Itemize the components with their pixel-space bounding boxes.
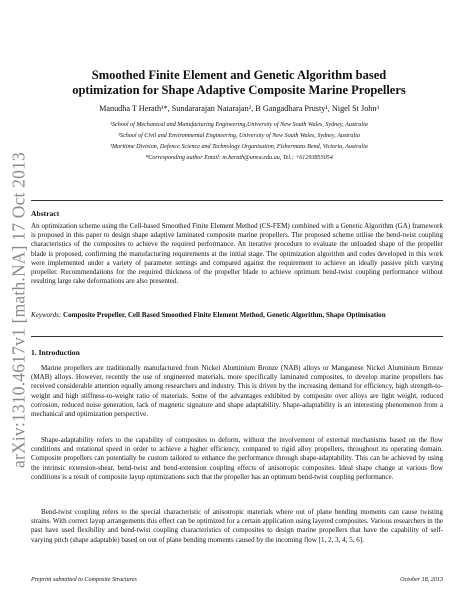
affiliation-1: ¹School of Mechanical and Manufacturing Engineering,University of New South Wales, Sydney, Australia	[110, 122, 368, 128]
keywords-text: Composite Propeller, Cell Based Smoothed Finite Element Method, Genetic Algorithm, Shape Optimisation	[63, 311, 386, 319]
affiliation-3: ³Maritime Division, Defence Science and Technology Organisation, Fishermans Bend, Victoria, Australia	[110, 144, 368, 150]
footer-date: October 18, 2013	[400, 577, 443, 583]
footer-preprint-note: Preprint submitted to Composite Structures	[31, 577, 137, 583]
author-list: Manudha T Herath¹*, Sundararajan Natarajan², B Gangadhara Prusty¹, Nigel St John³	[99, 104, 379, 113]
arxiv-stamp-text: arXiv:1310.4617v1 [math.NA] 17 Oct 2013	[8, 152, 29, 468]
keywords	[31, 311, 443, 320]
abstract-top-rule	[31, 200, 443, 201]
title-line-2: optimization for Shape Adaptive Composite Marine Propellers	[72, 83, 406, 97]
abstract-heading: Abstract	[31, 209, 60, 218]
paper-title	[56, 68, 422, 98]
intro-paragraph-2: Shape-adaptability refers to the capability of composites to deform, without the involvement of external mechanisms based on the flow conditions and rotational speed in order to achieve a higher efficiency, compared to rigid alloy propellers, throughout its operating domain. Composite propellers can potentially be custom tailored to enhance the performance through shape-adaptability. This can be achieved by using the intrinsic extension-shear, bend-twist and bend-extension coupling effects of anisotropic composites. Ideal shape change at various flow conditions is a result of composite layup optimizations such that the propeller has an optimum bend-twist coupling performance.	[31, 436, 443, 481]
abstract-text: An optimization scheme using the Cell-based Smoothed Finite Element Method (CS-FEM) combined with a Genetic Algorithm (GA) framework is proposed in this paper to design shape adaptive laminated composite marine propellers. The proposed scheme utilise the bend-twist coupling characteristics of the composites to achieve the required performance. An iterative procedure to evaluate the unloaded shape of the propeller blade is proposed, confirming the manufacturing requirements at the initial stage. The optimization algorithm and codes developed in this work were implemented under a variety of parameter settings and compared against the requirement to achieve an ideally passive pitch varying propeller. Recommendations for the required thickness of the propeller blade to achieve optimum bend-twist coupling performance without resulting large rake deformations are also presented.	[31, 222, 443, 286]
intro-paragraph-3: Bend-twist coupling refers to the special characteristic of anisotropic materials where out of plane bending moments can cause twisting strains. With correct layup arrangements this effect can be optimized for a certain application using layered composites. Various researchers in the past have used flexibility and bend-twist coupling characteristics of composites to design marine propellers that have the capability of self-varying pitch (shape adaptable) based on out of plane bending moments caused by the incoming flow [1, 2, 3, 4, 5, 6].	[31, 508, 443, 544]
section-heading: 1. Introduction	[31, 348, 80, 357]
keywords-label: Keywords:	[31, 311, 62, 319]
corresponding-author: *Corresponding author Email: m.herath@unsw.edu.au, Tel.: +61293855054	[145, 155, 333, 161]
abstract-bottom-rule	[31, 336, 443, 337]
intro-paragraph-1: Marine propellers are traditionally manufactured from Nickel Aluminium Bronze (NAB) alloys or Manganese Nickel Aluminium Bronze (MAB) alloys. However, recently the use of engineered materials, more specifically laminated composites, to develop marine propellers has received considerable attention equally among researchers and industry. This is driven by the increasing demand for efficiency, high strength-to-weight and high stiffness-to-weight ratio of materials. Some of the advantages exhibited by composite over alloys are light weight, reduced corrosion, reduced noise generation, lack of magnetic signature and shape adaptability. Shape-adaptability is an interesting phenomenon from a mechanical and optimization perspective.	[31, 364, 443, 419]
title-line-1: Smoothed Finite Element and Genetic Algorithm based	[91, 68, 387, 82]
arxiv-stamp	[4, 152, 34, 468]
affiliation-2: ²School of Civil and Environmental Engineering, University of New South Wales, Sydney, Australia	[118, 133, 360, 139]
